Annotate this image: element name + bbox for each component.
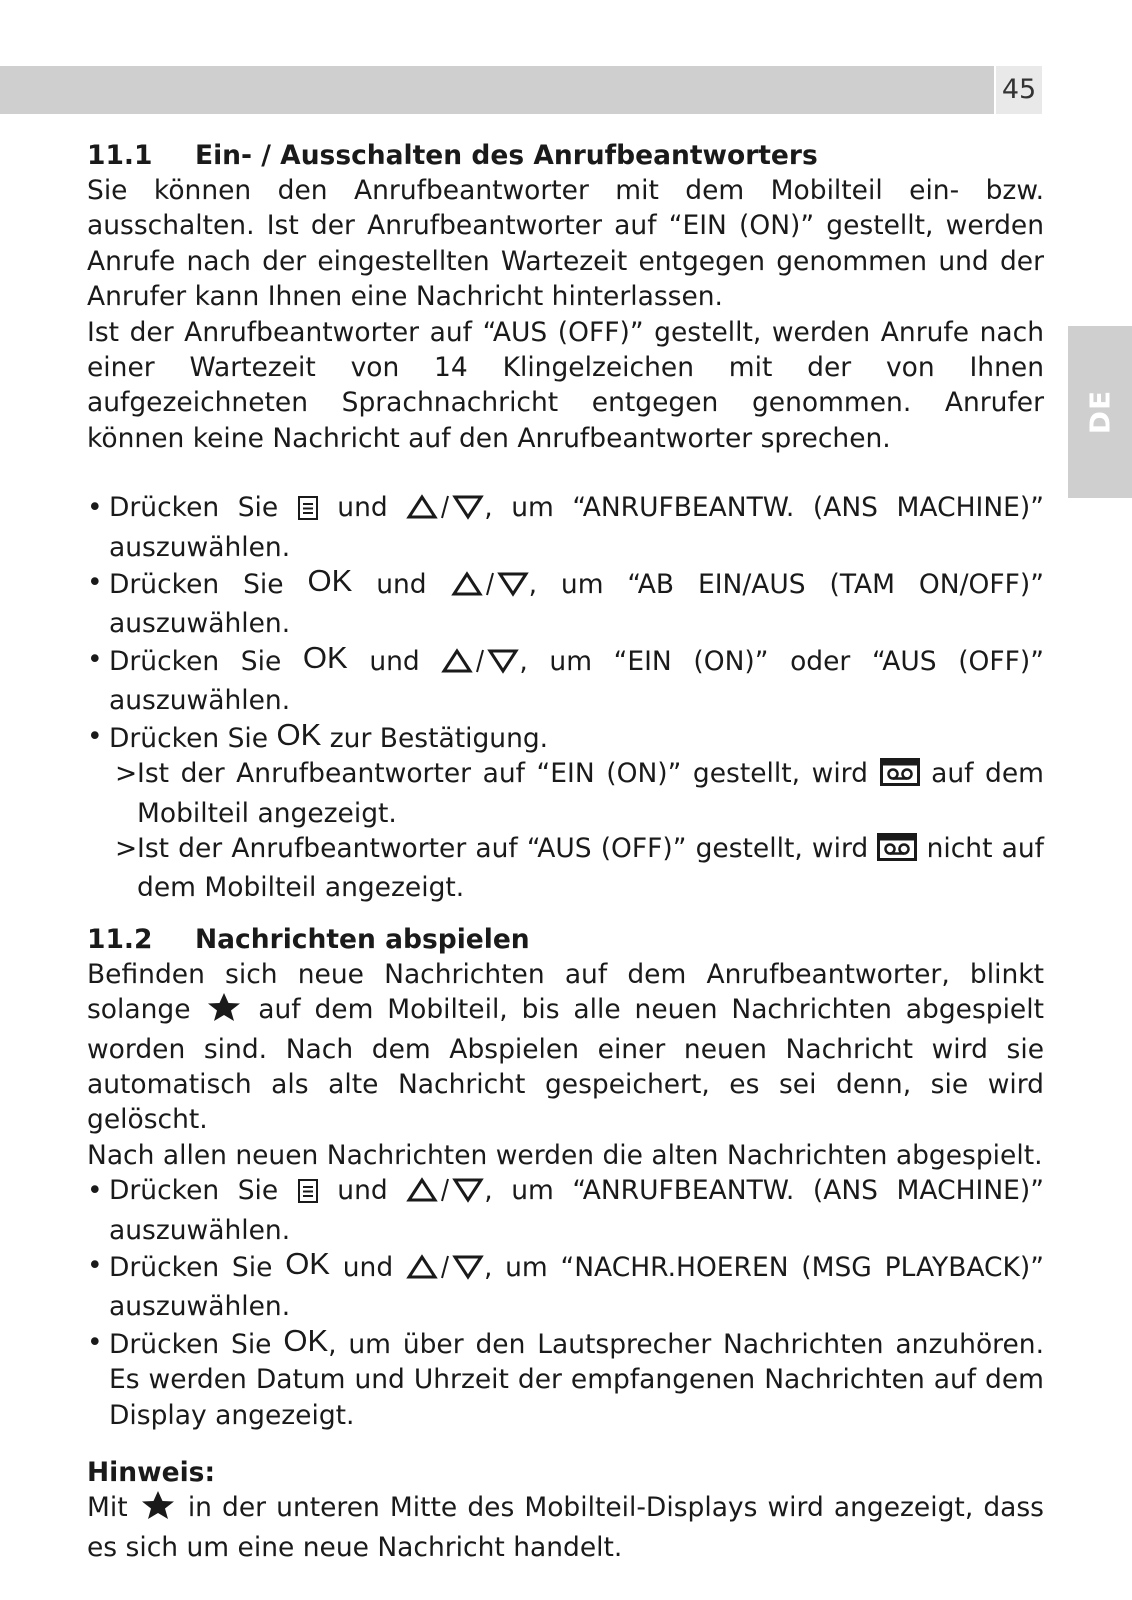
- menu-key-icon: [297, 1177, 319, 1212]
- section-1-paragraph-2: Ist der Anrufbeantworter auf “AUS (OFF)” gestellt, werden Anrufe nach einer Wartezeit von 14 Klingelzeichen mit der von Ihnen aufgezeichneten Sprachnachricht entgegen genommen. Anrufer können keine Nachricht auf den Anrufbeantworter sprechen.: [87, 316, 1044, 454]
- up-down-arrow-icon: [406, 1177, 484, 1212]
- section-1-results: [87, 756, 1044, 906]
- section-heading-11-2: [87, 922, 1044, 957]
- list-item: • Drücken Sie und , um “ANRUFBEANTW. (ANS MACHINE)” auszuwählen.: [87, 1173, 1044, 1248]
- list-item: • Drücken Sie OK, um über den Lautsprecher Nachrichten anzuhören. Es werden Datum und Uhrzeit der empfangenen Nachrichten auf dem Display angezeigt.: [87, 1325, 1044, 1433]
- list-item: • Drücken Sie und , um “ANRUFBEANTW. (ANS MACHINE)” auszuwählen.: [87, 490, 1044, 565]
- list-item: • Drücken Sie OK und , um “EIN (ON)” oder “AUS (OFF)” auszuwählen.: [87, 642, 1044, 719]
- note-title: Hinweis:: [87, 1457, 216, 1488]
- section-2-paragraph-2: Nach allen neuen Nachrichten werden die alten Nachrichten abgespielt.: [87, 1139, 1043, 1171]
- up-down-arrow-icon: [441, 648, 519, 683]
- header-bar: [0, 66, 994, 114]
- up-down-arrow-icon: [451, 571, 529, 606]
- menu-key-icon: [297, 494, 319, 529]
- page-number: 45: [996, 66, 1042, 114]
- language-tab: [1068, 326, 1132, 498]
- section-1-paragraph-1: Sie können den Anrufbeantworter mit dem Mobilteil ein- bzw. ausschalten. Ist der Anrufbeantworter auf “EIN (ON)” gestellt, werden Anrufe nach der eingestellten Wartezeit entgegen genommen und der Anrufer kann Ihnen eine Nachricht hinterlassen.: [87, 175, 1044, 313]
- section-1-steps: [87, 490, 1044, 756]
- star-icon: [204, 992, 244, 1031]
- list-item: • Drücken Sie OK und , um “AB EIN/AUS (TAM ON/OFF)” auszuwählen.: [87, 565, 1044, 642]
- section-2-paragraph-1: Befinden sich neue Nachrichten auf dem Anrufbeantworter, blinkt solange auf dem Mobilteil, bis alle neuen Nachrichten abgespielt worden sind. Nach dem Abspielen einer neuen Nachricht wird sie automatisch als alte Nachricht gespeichert, es sei denn, sie wird gelöscht.: [87, 958, 1044, 1136]
- section-number: 11.1: [87, 140, 153, 171]
- section-title: Ein- / Ausschalten des Anrufbeantworters: [195, 140, 818, 171]
- section-heading-11-1: [87, 138, 1044, 173]
- up-down-arrow-icon: [406, 494, 484, 529]
- list-item: • Drücken Sie OK zur Bestätigung.: [87, 719, 1044, 756]
- list-item: • Drücken Sie OK und , um “NACHR.HOEREN (MSG PLAYBACK)” auszuwählen.: [87, 1248, 1044, 1325]
- star-icon: [138, 1490, 178, 1529]
- up-down-arrow-icon: [406, 1254, 484, 1289]
- ok-key-icon: OK: [285, 1245, 330, 1281]
- section-number: 11.2: [87, 923, 153, 955]
- ok-key-icon: OK: [283, 1322, 329, 1358]
- ok-key-icon: OK: [307, 563, 353, 599]
- section-2-steps: [87, 1173, 1044, 1433]
- note-text: Mit in der unteren Mitte des Mobilteil-Displays wird angezeigt, dass es sich um eine neue Nachricht handelt.: [87, 1492, 1044, 1563]
- language-tab-label: DE: [1083, 389, 1117, 435]
- page-content: [87, 132, 1044, 1565]
- list-item: > Ist der Anrufbeantworter auf “EIN (ON)” gestellt, wird auf dem Mobilteil angezeigt.: [115, 758, 1044, 829]
- answering-machine-icon: [880, 758, 920, 795]
- answering-machine-icon: [877, 833, 917, 870]
- section-title: Nachrichten abspielen: [195, 923, 530, 955]
- list-item: > Ist der Anrufbeantworter auf “AUS (OFF)” gestellt, wird nicht auf dem Mobilteil angezeigt.: [115, 832, 1044, 904]
- ok-key-icon: OK: [276, 716, 322, 752]
- ok-key-icon: OK: [302, 639, 348, 675]
